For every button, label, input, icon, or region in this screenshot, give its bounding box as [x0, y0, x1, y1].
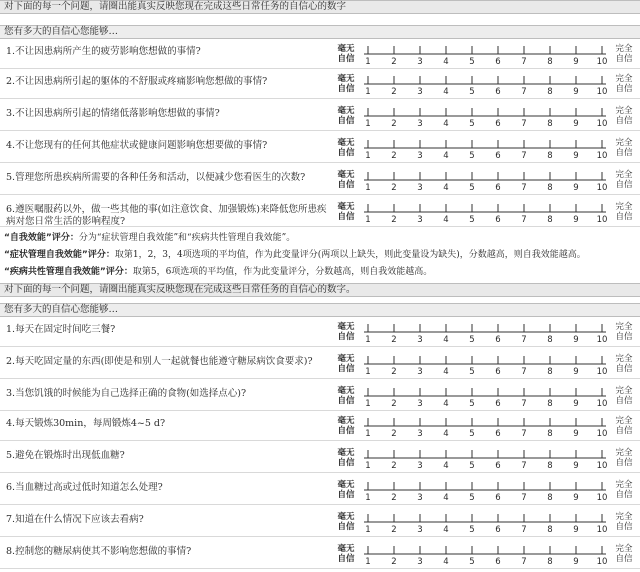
- scale-number[interactable]: 10: [596, 183, 608, 193]
- scale-left-label-line: 毫无: [337, 386, 355, 396]
- scale-left-label-line: 自信: [337, 426, 355, 436]
- scale-left-label-line: 自信: [337, 554, 355, 564]
- scale-number[interactable]: 7: [521, 57, 527, 67]
- question-row: [0, 444, 640, 473]
- question-text: 4.不让您现有的任何其他症状或健康问题影响您想要做的事情?: [6, 140, 268, 151]
- scale-left-label-line: 自信: [337, 84, 355, 94]
- question-row: [0, 540, 640, 569]
- scale-left-label-line: 自信: [337, 490, 355, 500]
- scale-number[interactable]: 5: [469, 335, 475, 345]
- scale-number[interactable]: 7: [521, 367, 527, 377]
- scale-number[interactable]: 4: [443, 461, 449, 471]
- scoring-label: “症状管理自我效能”评分：: [4, 250, 115, 260]
- scale-left-label-line: 自信: [337, 54, 355, 64]
- question-text: 2.不让因患病所引起的躯体的不舒服或疼痛影响您想做的事情?: [6, 76, 268, 87]
- scale-number[interactable]: 2: [391, 429, 397, 439]
- scale-number[interactable]: 9: [573, 429, 579, 439]
- scale-number[interactable]: 1: [365, 57, 371, 67]
- question-text: 4.每天锻炼30min，每周锻炼4~5 d?: [6, 418, 166, 429]
- scale-right-label-line: 完全: [615, 512, 633, 522]
- scale-number[interactable]: 10: [596, 367, 608, 377]
- scale-number[interactable]: 3: [417, 87, 423, 97]
- scoring-text: 取第1，2，3，4项选项的平均值，作为此变量评分(两项以上缺失，则此变量设为缺失)，分数越高，则自我效能越高。: [114, 250, 586, 260]
- scale-left-label-line: 自信: [337, 148, 355, 158]
- scale-number[interactable]: 3: [417, 429, 423, 439]
- scale-number[interactable]: 5: [469, 87, 475, 97]
- scale-number[interactable]: 5: [469, 119, 475, 129]
- scale-number[interactable]: 4: [443, 525, 449, 535]
- scale-number[interactable]: 10: [596, 335, 608, 345]
- scale-number[interactable]: 1: [365, 461, 371, 471]
- scale-number[interactable]: 5: [469, 151, 475, 161]
- scale-number[interactable]: 2: [391, 57, 397, 67]
- scale-number[interactable]: 1: [365, 557, 371, 567]
- scale-left-label-line: 毫无: [337, 544, 355, 554]
- scale-number[interactable]: 4: [443, 557, 449, 567]
- question-row: [0, 476, 640, 505]
- question-row: [0, 318, 640, 347]
- question-row: [0, 350, 640, 379]
- scale-number[interactable]: 1: [365, 183, 371, 193]
- scale-right-label-line: 自信: [615, 426, 633, 436]
- section2-prompt: 您有多大的自信心您能够…: [0, 303, 640, 317]
- scale-number[interactable]: 6: [495, 493, 501, 503]
- question-row: [0, 166, 640, 195]
- scale-number[interactable]: 8: [547, 461, 553, 471]
- scale-number[interactable]: 1: [365, 119, 371, 129]
- scale-left-label-line: 毫无: [337, 416, 355, 426]
- question-row: [0, 382, 640, 411]
- scale-number[interactable]: 4: [443, 151, 449, 161]
- scale-number[interactable]: 7: [521, 151, 527, 161]
- scale-right-label-line: 自信: [615, 332, 633, 342]
- question-text: 3.不让因患病所引起的情绪低落影响您想做的事情?: [6, 108, 220, 119]
- scale-number[interactable]: 10: [596, 557, 608, 567]
- scale-left-label-line: 毫无: [337, 354, 355, 364]
- scale-number[interactable]: 9: [573, 87, 579, 97]
- scale-number[interactable]: 5: [469, 367, 475, 377]
- scale-number[interactable]: 2: [391, 525, 397, 535]
- scale-number[interactable]: 3: [417, 335, 423, 345]
- scale-number[interactable]: 1: [365, 151, 371, 161]
- scale-number[interactable]: 3: [417, 151, 423, 161]
- scale-number[interactable]: 7: [521, 461, 527, 471]
- rating-scale[interactable]: [0, 382, 640, 410]
- scale-number[interactable]: 6: [495, 57, 501, 67]
- scale-right-label-line: 自信: [615, 490, 633, 500]
- scale-number[interactable]: 2: [391, 335, 397, 345]
- scale-left-label-line: 毫无: [337, 138, 355, 148]
- question-text: 1.每天在固定时间吃三餐?: [6, 324, 116, 335]
- scale-left-label-line: 自信: [337, 332, 355, 342]
- rating-scale[interactable]: [0, 350, 640, 378]
- scoring-text: 分为“症状管理自我效能”和“疾病共性管理自我效能”。: [78, 233, 296, 243]
- scale-right-label-line: 自信: [615, 84, 633, 94]
- scale-number[interactable]: 10: [596, 461, 608, 471]
- scale-number[interactable]: 10: [596, 399, 608, 409]
- question-text: 3.当您饥饿的时候能为自己选择正确的食物(如选择点心)?: [6, 388, 247, 399]
- question-text: 8.控制您的糖尿病使其不影响您想做的事情?: [6, 546, 192, 557]
- scale-number[interactable]: 7: [521, 493, 527, 503]
- scale-left-label-line: 毫无: [337, 448, 355, 458]
- question-row: [0, 40, 640, 69]
- scale-number[interactable]: 3: [417, 399, 423, 409]
- scale-number[interactable]: 9: [573, 525, 579, 535]
- scale-number[interactable]: 3: [417, 461, 423, 471]
- scale-number[interactable]: 2: [391, 183, 397, 193]
- scale-number[interactable]: 4: [443, 399, 449, 409]
- scale-number[interactable]: 3: [417, 119, 423, 129]
- question-text: 5.管理您所患疾病所需要的各种任务和活动，以便减少您看医生的次数?: [6, 172, 306, 183]
- scale-number[interactable]: 5: [469, 399, 475, 409]
- scale-number[interactable]: 2: [391, 557, 397, 567]
- scale-number[interactable]: 7: [521, 119, 527, 129]
- rating-scale[interactable]: [0, 412, 640, 440]
- scale-number[interactable]: 8: [547, 151, 553, 161]
- scale-number[interactable]: 1: [365, 335, 371, 345]
- scale-right-label-line: 自信: [615, 458, 633, 468]
- scale-number[interactable]: 6: [495, 399, 501, 409]
- scale-left-label-line: 毫无: [337, 202, 355, 212]
- question-row: [0, 412, 640, 441]
- scale-number[interactable]: 1: [365, 493, 371, 503]
- section2-instruction: 对下面的每一个问题，请圈出能真实反映您现在完成这些日常任务的自信心的数字。: [0, 283, 640, 297]
- scale-right-label-line: 完全: [615, 544, 633, 554]
- question-text: 7.知道在什么情况下应该去看病?: [6, 514, 144, 525]
- scale-number[interactable]: 1: [365, 399, 371, 409]
- question-row: [0, 134, 640, 163]
- scoring-note-3: [0, 266, 640, 279]
- scale-left-label-line: 自信: [337, 116, 355, 126]
- scale-right-label-line: 自信: [615, 148, 633, 158]
- scale-number[interactable]: 6: [495, 151, 501, 161]
- scale-number[interactable]: 2: [391, 87, 397, 97]
- scale-left-label-line: 毫无: [337, 322, 355, 332]
- scale-number[interactable]: 8: [547, 183, 553, 193]
- question-text: 2.每天吃固定量的东西(即使是和别人一起就餐也能遵守糖尿病饮食要求)?: [6, 356, 313, 367]
- scale-right-label-line: 完全: [615, 170, 633, 180]
- scale-number[interactable]: 6: [495, 461, 501, 471]
- scale-number[interactable]: 2: [391, 151, 397, 161]
- scale-number[interactable]: 1: [365, 429, 371, 439]
- scale-number[interactable]: 4: [443, 335, 449, 345]
- scale-left-label-line: 毫无: [337, 44, 355, 54]
- scale-number[interactable]: 7: [521, 525, 527, 535]
- scale-number[interactable]: 9: [573, 557, 579, 567]
- question-row: [0, 508, 640, 537]
- scale-number[interactable]: 8: [547, 57, 553, 67]
- scale-number[interactable]: 7: [521, 335, 527, 345]
- question-text: 6.当血糖过高或过低时知道怎么处理?: [6, 482, 163, 493]
- scale-number[interactable]: 6: [495, 557, 501, 567]
- scale-number[interactable]: 4: [443, 429, 449, 439]
- scale-number[interactable]: 6: [495, 367, 501, 377]
- scale-number[interactable]: 4: [443, 57, 449, 67]
- scale-right-label-line: 完全: [615, 322, 633, 332]
- scale-number[interactable]: 10: [596, 215, 608, 225]
- section1-instruction: 对下面的每一个问题，请圈出能真实反映您现在完成这些日常任务的自信心的数字: [0, 0, 640, 14]
- scale-number[interactable]: 2: [391, 399, 397, 409]
- scale-number[interactable]: 7: [521, 215, 527, 225]
- scale-left-label-line: 毫无: [337, 480, 355, 490]
- scale-number[interactable]: 3: [417, 57, 423, 67]
- question-row: [0, 198, 640, 227]
- question-text: 1.不让因患病所产生的疲劳影响您想做的事情?: [6, 46, 201, 57]
- scale-number[interactable]: 6: [495, 87, 501, 97]
- scale-number[interactable]: 7: [521, 87, 527, 97]
- scale-number[interactable]: 4: [443, 183, 449, 193]
- scale-right-label-line: 完全: [615, 138, 633, 148]
- scale-right-label-line: 完全: [615, 416, 633, 426]
- scale-right-label-line: 完全: [615, 44, 633, 54]
- scale-left-label-line: 毫无: [337, 74, 355, 84]
- question-row: [0, 70, 640, 99]
- rating-scale[interactable]: [0, 540, 640, 568]
- scale-number[interactable]: 5: [469, 557, 475, 567]
- scale-number[interactable]: 5: [469, 429, 475, 439]
- scale-left-label-line: 自信: [337, 180, 355, 190]
- scale-number[interactable]: 7: [521, 183, 527, 193]
- scale-number[interactable]: 5: [469, 461, 475, 471]
- rating-scale[interactable]: [0, 476, 640, 504]
- scale-number[interactable]: 10: [596, 57, 608, 67]
- scale-right-label-line: 自信: [615, 212, 633, 222]
- scale-left-label-line: 自信: [337, 522, 355, 532]
- rating-scale[interactable]: [0, 134, 640, 162]
- scoring-label: “自我效能”评分：: [4, 233, 79, 243]
- scale-number[interactable]: 3: [417, 215, 423, 225]
- scale-number[interactable]: 8: [547, 525, 553, 535]
- scale-number[interactable]: 4: [443, 215, 449, 225]
- rating-scale[interactable]: [0, 508, 640, 536]
- scale-number[interactable]: 6: [495, 215, 501, 225]
- scale-number[interactable]: 8: [547, 493, 553, 503]
- scale-number[interactable]: 1: [365, 87, 371, 97]
- scale-right-label-line: 完全: [615, 74, 633, 84]
- scale-number[interactable]: 5: [469, 215, 475, 225]
- scale-number[interactable]: 9: [573, 119, 579, 129]
- scoring-note-1: [0, 232, 640, 245]
- scoring-label: “疾病共性管理自我效能”评分：: [4, 267, 133, 277]
- scale-left-label-line: 毫无: [337, 170, 355, 180]
- section1-prompt: 您有多大的自信心您能够…: [0, 25, 640, 39]
- rating-scale[interactable]: [0, 198, 640, 226]
- scale-number[interactable]: 9: [573, 151, 579, 161]
- scale-number[interactable]: 9: [573, 183, 579, 193]
- scale-number[interactable]: 9: [573, 399, 579, 409]
- scale-number[interactable]: 9: [573, 215, 579, 225]
- scale-number[interactable]: 3: [417, 367, 423, 377]
- scale-number[interactable]: 2: [391, 461, 397, 471]
- scale-right-label-line: 自信: [615, 522, 633, 532]
- scale-number[interactable]: 7: [521, 429, 527, 439]
- rating-scale[interactable]: [0, 70, 640, 98]
- scale-number[interactable]: 2: [391, 119, 397, 129]
- scale-number[interactable]: 9: [573, 367, 579, 377]
- scale-number[interactable]: 6: [495, 335, 501, 345]
- rating-scale[interactable]: [0, 318, 640, 346]
- rating-scale[interactable]: [0, 102, 640, 130]
- scale-left-label-line: 自信: [337, 212, 355, 222]
- scale-number[interactable]: 8: [547, 367, 553, 377]
- rating-scale[interactable]: [0, 40, 640, 68]
- scale-right-label-line: 完全: [615, 106, 633, 116]
- scale-number[interactable]: 4: [443, 87, 449, 97]
- scale-number[interactable]: 9: [573, 461, 579, 471]
- rating-scale[interactable]: [0, 444, 640, 472]
- question-text: 5.避免在锻炼时出现低血糖?: [6, 450, 125, 461]
- scale-number[interactable]: 9: [573, 493, 579, 503]
- scale-number[interactable]: 10: [596, 493, 608, 503]
- scale-left-label-line: 自信: [337, 364, 355, 374]
- scale-number[interactable]: 8: [547, 557, 553, 567]
- scale-number[interactable]: 1: [365, 367, 371, 377]
- scale-number[interactable]: 8: [547, 429, 553, 439]
- scale-number[interactable]: 3: [417, 557, 423, 567]
- scale-left-label-line: 毫无: [337, 106, 355, 116]
- scale-number[interactable]: 10: [596, 429, 608, 439]
- scale-number[interactable]: 1: [365, 525, 371, 535]
- scale-right-label-line: 自信: [615, 180, 633, 190]
- scale-right-label-line: 完全: [615, 448, 633, 458]
- scale-number[interactable]: 10: [596, 525, 608, 535]
- scale-number[interactable]: 3: [417, 493, 423, 503]
- scale-number[interactable]: 9: [573, 57, 579, 67]
- scale-right-label-line: 自信: [615, 364, 633, 374]
- scale-number[interactable]: 4: [443, 493, 449, 503]
- scoring-note-2: [0, 249, 640, 262]
- scale-right-label-line: 自信: [615, 54, 633, 64]
- scale-number[interactable]: 5: [469, 183, 475, 193]
- scale-number[interactable]: 2: [391, 493, 397, 503]
- scale-number[interactable]: 7: [521, 557, 527, 567]
- scale-number[interactable]: 10: [596, 87, 608, 97]
- scale-number[interactable]: 8: [547, 119, 553, 129]
- scale-number[interactable]: 1: [365, 215, 371, 225]
- scale-number[interactable]: 5: [469, 57, 475, 67]
- scale-number[interactable]: 8: [547, 87, 553, 97]
- scale-number[interactable]: 6: [495, 119, 501, 129]
- scale-number[interactable]: 3: [417, 525, 423, 535]
- scale-number[interactable]: 8: [547, 335, 553, 345]
- scale-number[interactable]: 2: [391, 367, 397, 377]
- scale-number[interactable]: 6: [495, 525, 501, 535]
- scale-number[interactable]: 2: [391, 215, 397, 225]
- scale-left-label-line: 自信: [337, 396, 355, 406]
- scoring-text: 取第5，6项选项的平均值，作为此变量评分，分数越高，则自我效能越高。: [132, 267, 433, 277]
- scale-number[interactable]: 9: [573, 335, 579, 345]
- scale-number[interactable]: 6: [495, 183, 501, 193]
- question-text: 6.遵医嘱服药以外，做一些其他的事(如注意饮食、加强锻炼)来降低您所患疾病对您日常生活的影响程度?: [6, 204, 327, 227]
- scale-number[interactable]: 4: [443, 119, 449, 129]
- scale-number[interactable]: 5: [469, 493, 475, 503]
- scale-right-label-line: 完全: [615, 480, 633, 490]
- scale-number[interactable]: 10: [596, 151, 608, 161]
- scale-number[interactable]: 8: [547, 399, 553, 409]
- rating-scale[interactable]: [0, 166, 640, 194]
- scale-number[interactable]: 3: [417, 183, 423, 193]
- scale-right-label-line: 自信: [615, 396, 633, 406]
- scale-right-label-line: 自信: [615, 554, 633, 564]
- scale-right-label-line: 完全: [615, 354, 633, 364]
- scale-number[interactable]: 10: [596, 119, 608, 129]
- scale-right-label-line: 完全: [615, 202, 633, 212]
- scale-left-label-line: 自信: [337, 458, 355, 468]
- scale-number[interactable]: 7: [521, 399, 527, 409]
- scale-right-label-line: 完全: [615, 386, 633, 396]
- scale-number[interactable]: 5: [469, 525, 475, 535]
- question-row: [0, 102, 640, 131]
- scale-left-label-line: 毫无: [337, 512, 355, 522]
- scale-number[interactable]: 4: [443, 367, 449, 377]
- scale-number[interactable]: 6: [495, 429, 501, 439]
- scale-right-label-line: 自信: [615, 116, 633, 126]
- scale-number[interactable]: 8: [547, 215, 553, 225]
